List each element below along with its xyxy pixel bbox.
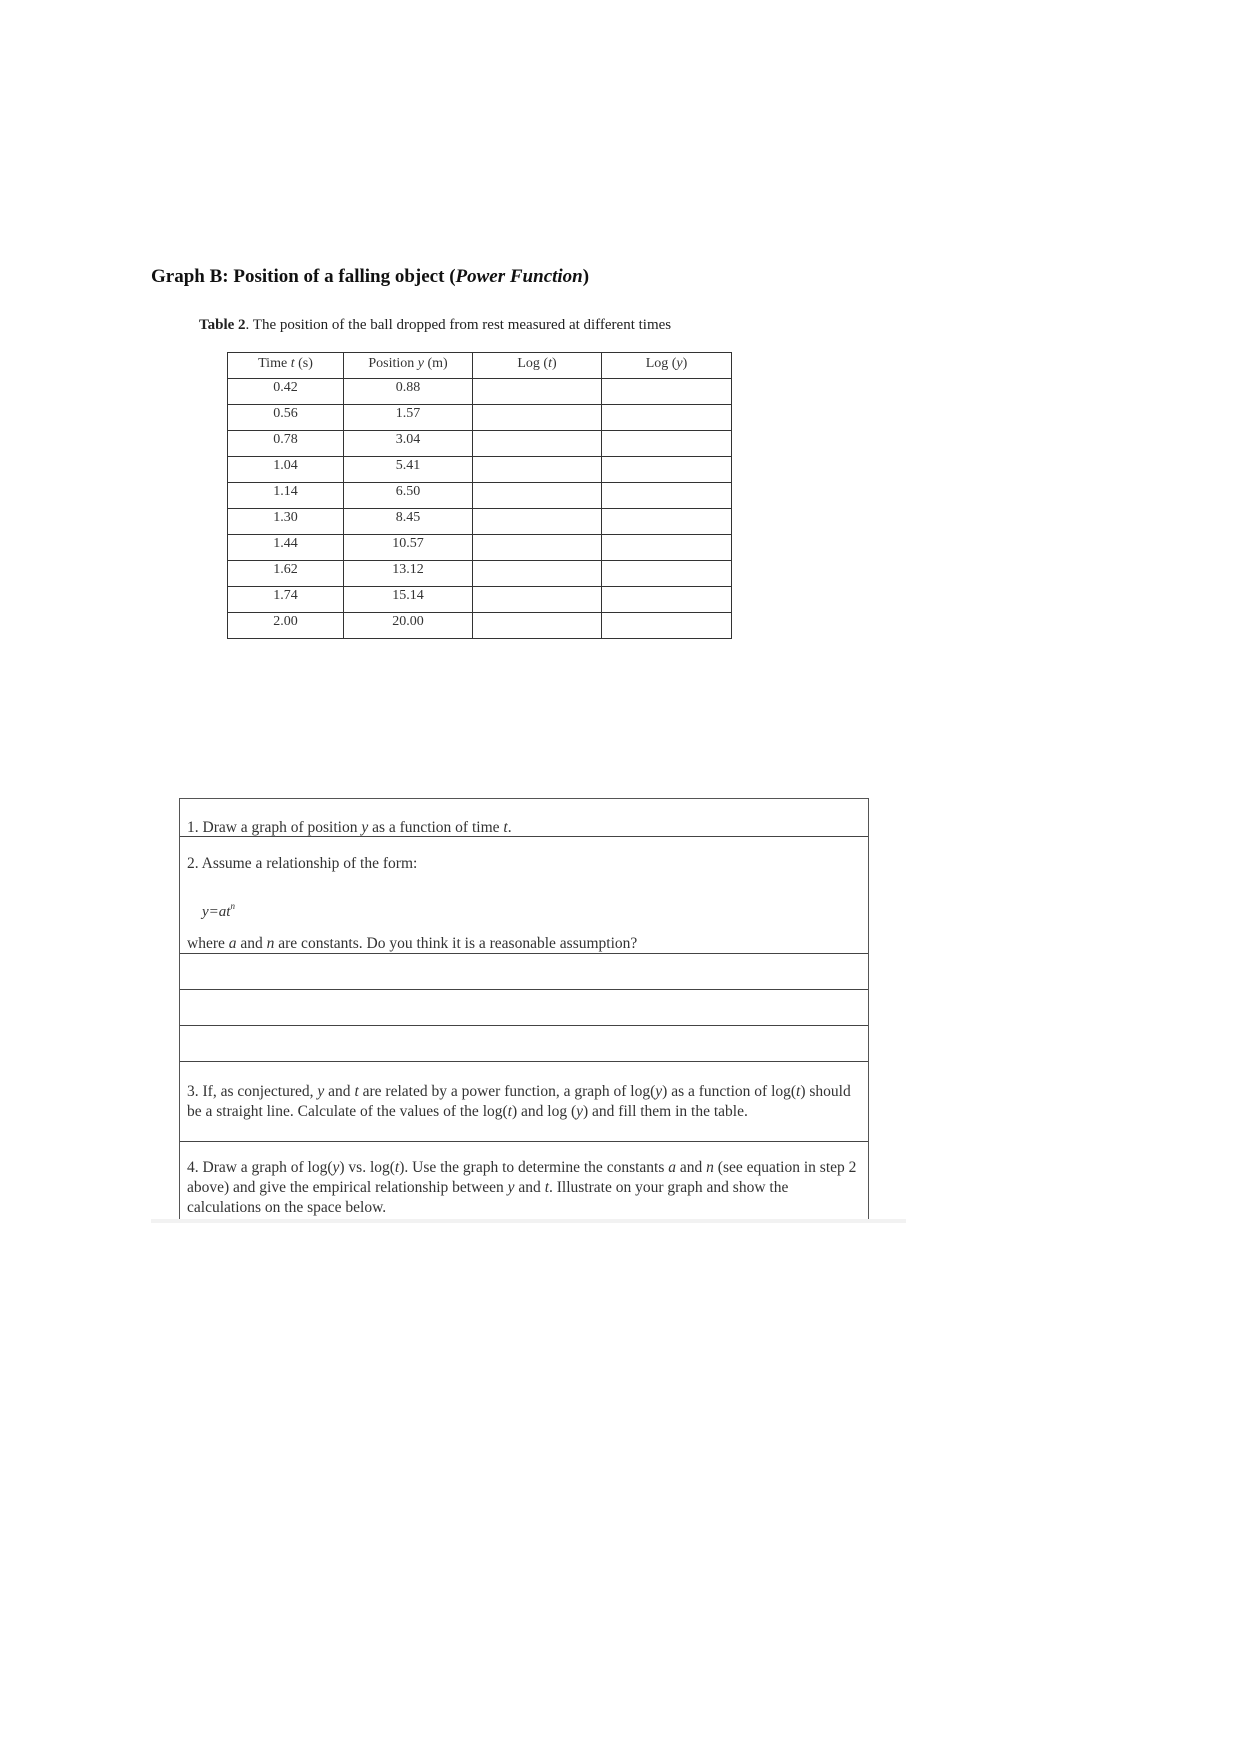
cell-log-y[interactable] xyxy=(602,535,732,561)
cell-time: 1.14 xyxy=(228,483,344,509)
cell-time: 1.04 xyxy=(228,457,344,483)
cell-log-t[interactable] xyxy=(473,613,602,639)
table-row xyxy=(228,379,732,405)
cell-position: 13.12 xyxy=(344,561,473,587)
cell-log-y[interactable] xyxy=(602,613,732,639)
cell-log-t[interactable] xyxy=(473,457,602,483)
cell-log-y[interactable] xyxy=(602,561,732,587)
question-1: 1. Draw a graph of position y as a function of time t. xyxy=(180,799,868,837)
answer-line[interactable] xyxy=(180,990,868,1026)
table-row xyxy=(228,561,732,587)
cell-log-y[interactable] xyxy=(602,431,732,457)
cell-log-t[interactable] xyxy=(473,587,602,613)
table-caption-text: . The position of the ball dropped from rest measured at different times xyxy=(245,317,672,333)
cell-position: 1.57 xyxy=(344,405,473,431)
header-log-t: Log (t) xyxy=(473,353,602,379)
table-row xyxy=(228,587,732,613)
question-4: 4. Draw a graph of log(y) vs. log(t). Use the graph to determine the constants a and n (see equation in step 2 above) and give the empirical relationship between y and t. Illustrate on your graph and show the calculations on the space below. xyxy=(180,1142,868,1221)
table-row xyxy=(228,405,732,431)
question-2-where: where a and n are constants. Do you think it is a reasonable assumption? xyxy=(187,935,638,952)
table-row xyxy=(228,457,732,483)
cell-log-t[interactable] xyxy=(473,535,602,561)
cell-log-t[interactable] xyxy=(473,483,602,509)
table-row xyxy=(228,535,732,561)
cell-log-y[interactable] xyxy=(602,587,732,613)
question-3: 3. If, as conjectured, y and t are related by a power function, a graph of log(y) as a function of log(t) should be a straight line. Calculate of the values of the log(t) and log (y) and fill them in the table. xyxy=(180,1062,868,1142)
cell-position: 3.04 xyxy=(344,431,473,457)
table-header-row xyxy=(228,353,732,379)
cell-log-t[interactable] xyxy=(473,431,602,457)
cell-log-t[interactable] xyxy=(473,509,602,535)
table-caption-label: Table 2 xyxy=(199,317,246,333)
answer-line[interactable] xyxy=(180,1026,868,1062)
cell-position: 10.57 xyxy=(344,535,473,561)
table-row xyxy=(228,483,732,509)
cell-log-t[interactable] xyxy=(473,405,602,431)
page-heading xyxy=(151,266,589,288)
cell-log-t[interactable] xyxy=(473,379,602,405)
cell-time: 2.00 xyxy=(228,613,344,639)
heading-italic: Power Function xyxy=(455,266,583,287)
cell-position: 8.45 xyxy=(344,509,473,535)
table-row xyxy=(228,613,732,639)
cell-position: 15.14 xyxy=(344,587,473,613)
question-2 xyxy=(180,837,868,954)
page-edge-shadow xyxy=(151,1219,906,1223)
table-row xyxy=(228,509,732,535)
cell-position: 20.00 xyxy=(344,613,473,639)
cell-time: 1.44 xyxy=(228,535,344,561)
header-time: Time t (s) xyxy=(228,353,344,379)
power-equation: $y=at^n$ xyxy=(202,901,235,920)
cell-log-y[interactable] xyxy=(602,483,732,509)
heading-suffix: ) xyxy=(582,266,590,287)
answer-line[interactable] xyxy=(180,954,868,990)
cell-time: 0.78 xyxy=(228,431,344,457)
heading-prefix: Graph B: Position of a falling object ( xyxy=(151,266,456,287)
cell-position: 6.50 xyxy=(344,483,473,509)
header-position: Position y (m) xyxy=(344,353,473,379)
cell-time: 0.42 xyxy=(228,379,344,405)
cell-log-y[interactable] xyxy=(602,405,732,431)
question-2-text: 2. Assume a relationship of the form: xyxy=(187,855,418,872)
cell-time: 0.56 xyxy=(228,405,344,431)
cell-log-y[interactable] xyxy=(602,509,732,535)
cell-time: 1.74 xyxy=(228,587,344,613)
questions-box xyxy=(179,798,869,1221)
cell-time: 1.30 xyxy=(228,509,344,535)
table-row xyxy=(228,431,732,457)
cell-position: 0.88 xyxy=(344,379,473,405)
cell-log-y[interactable] xyxy=(602,379,732,405)
cell-log-t[interactable] xyxy=(473,561,602,587)
header-log-y: Log (y) xyxy=(602,353,732,379)
table-caption xyxy=(199,317,671,334)
cell-time: 1.62 xyxy=(228,561,344,587)
data-table xyxy=(227,352,732,639)
cell-position: 5.41 xyxy=(344,457,473,483)
cell-log-y[interactable] xyxy=(602,457,732,483)
